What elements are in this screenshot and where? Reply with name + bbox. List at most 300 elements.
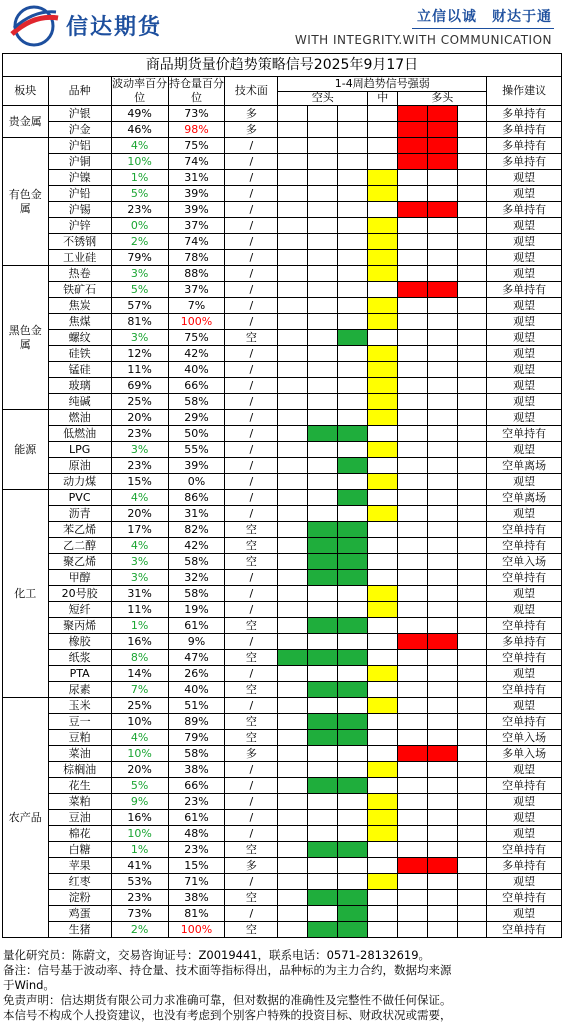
signal-cell [368,266,398,282]
volatility-cell: 11% [111,362,168,378]
signal-cell [278,778,308,794]
signal-cell [308,378,338,394]
note-line-2: 于Wind。 [3,978,55,992]
advice-cell: 观望 [487,298,562,314]
signal-cell [308,394,338,410]
signal-cell [338,570,368,586]
open-interest-cell: 31% [168,506,225,522]
signal-cell [308,666,338,682]
signal-cell [458,266,487,282]
col-sector: 板块 [3,77,49,106]
advice-cell: 空单入场 [487,730,562,746]
technical-cell: / [225,906,278,922]
signal-cell [278,602,308,618]
signal-cell [458,890,487,906]
volatility-cell: 16% [111,810,168,826]
technical-cell: / [225,586,278,602]
volatility-cell: 20% [111,410,168,426]
technical-cell: / [225,474,278,490]
signal-cell [368,602,398,618]
signal-cell [368,410,398,426]
sector-cell: 化工 [3,490,49,698]
signal-cell [458,394,487,410]
signal-cell [338,858,368,874]
signal-cell [428,554,458,570]
table-row [3,618,562,634]
signal-cell [428,378,458,394]
technical-cell: 多 [225,746,278,762]
open-interest-cell: 98% [168,122,225,138]
signal-cell [338,202,368,218]
signal-cell [278,554,308,570]
col-technical: 技术面 [225,77,278,106]
technical-cell: / [225,810,278,826]
technical-cell: 空 [225,522,278,538]
signal-cell [398,122,428,138]
advice-cell: 观望 [487,906,562,922]
signal-cell [368,458,398,474]
open-interest-cell: 40% [168,362,225,378]
signal-cell [338,698,368,714]
table-row [3,218,562,234]
signal-cell [278,794,308,810]
sector-cell: 贵金属 [3,106,49,138]
signal-cell [428,426,458,442]
signal-cell [368,554,398,570]
sector-cell: 有色金属 [3,138,49,266]
signal-cell [308,810,338,826]
advice-cell: 空单持有 [487,538,562,554]
signal-cell [458,810,487,826]
table-row [3,490,562,506]
signal-cell [458,778,487,794]
signal-cell [368,826,398,842]
variety-cell: 低燃油 [48,426,111,442]
signal-cell [308,170,338,186]
table-row [3,250,562,266]
technical-cell: / [225,314,278,330]
signal-cell [338,154,368,170]
signal-cell [398,186,428,202]
signal-cell [308,266,338,282]
open-interest-cell: 23% [168,842,225,858]
signal-cell [338,362,368,378]
signal-cell [428,570,458,586]
signal-cell [458,282,487,298]
signal-cell [428,474,458,490]
advice-cell: 观望 [487,362,562,378]
signal-cell [398,650,428,666]
table-row [3,266,562,282]
signal-cell [428,698,458,714]
signal-cell [338,890,368,906]
signal-cell [428,714,458,730]
signal-cell [398,378,428,394]
signal-cell [458,618,487,634]
volatility-cell: 16% [111,634,168,650]
signal-cell [308,874,338,890]
signal-cell [458,874,487,890]
signal-cell [278,810,308,826]
signal-cell [428,106,458,122]
open-interest-cell: 71% [168,874,225,890]
signal-cell [308,410,338,426]
advice-cell: 多单持有 [487,634,562,650]
volatility-cell: 41% [111,858,168,874]
variety-cell: 沪银 [48,106,111,122]
signal-cell [398,458,428,474]
variety-cell: 沪铜 [48,154,111,170]
signal-cell [338,810,368,826]
variety-cell: 玻璃 [48,378,111,394]
signal-cell [278,170,308,186]
signal-cell [308,122,338,138]
signal-cell [458,538,487,554]
table-row [3,922,562,938]
signal-cell [458,202,487,218]
advice-cell: 观望 [487,506,562,522]
signal-cell [428,282,458,298]
technical-cell: / [225,266,278,282]
signal-cell [368,506,398,522]
signal-cell [368,122,398,138]
variety-cell: 鸡蛋 [48,906,111,922]
open-interest-cell: 32% [168,570,225,586]
table-row [3,154,562,170]
signal-cell [338,730,368,746]
variety-cell: 白糖 [48,842,111,858]
signal-cell [308,138,338,154]
volatility-cell: 23% [111,426,168,442]
signal-cell [338,714,368,730]
signal-cell [398,554,428,570]
signal-cell [278,458,308,474]
volatility-cell: 10% [111,714,168,730]
volatility-cell: 2% [111,234,168,250]
technical-cell: / [225,218,278,234]
table-row [3,634,562,650]
signal-cell [308,714,338,730]
signal-cell [368,922,398,938]
signal-cell [368,842,398,858]
signal-cell [458,650,487,666]
signal-cell [368,634,398,650]
signal-cell [428,842,458,858]
open-interest-cell: 51% [168,698,225,714]
signal-cell [338,410,368,426]
advice-cell: 空单入场 [487,554,562,570]
volatility-cell: 20% [111,506,168,522]
signal-cell [458,698,487,714]
table-row [3,586,562,602]
signal-cell [308,602,338,618]
advice-cell: 多单持有 [487,154,562,170]
col-long: 多头 [398,91,487,106]
volatility-cell: 15% [111,474,168,490]
signal-cell [308,506,338,522]
volatility-cell: 23% [111,202,168,218]
variety-cell: 玉米 [48,698,111,714]
signal-cell [428,666,458,682]
signal-cell [308,234,338,250]
signal-cell [308,794,338,810]
signal-cell [278,410,308,426]
signal-cell [338,922,368,938]
signal-cell [278,698,308,714]
signal-cell [428,602,458,618]
variety-cell: 沪铝 [48,138,111,154]
signal-cell [458,858,487,874]
signal-cell [308,298,338,314]
table-row [3,906,562,922]
signal-cell [278,666,308,682]
signal-cell [278,586,308,602]
signal-cell [368,890,398,906]
signal-cell [368,490,398,506]
signal-cell [368,858,398,874]
signal-cell [278,106,308,122]
variety-cell: 沪金 [48,122,111,138]
technical-cell: / [225,570,278,586]
signal-cell [368,810,398,826]
signal-cell [428,634,458,650]
signal-cell [428,762,458,778]
researcher-info: 量化研究员：陈蔚文，交易咨询证号：Z0019441，联系电话：0571-28132619。 [3,948,431,962]
signal-cell [368,394,398,410]
signal-cell [338,250,368,266]
volatility-cell: 10% [111,826,168,842]
signal-cell [308,538,338,554]
signal-cell [368,714,398,730]
signal-cell [338,298,368,314]
variety-cell: 乙二醇 [48,538,111,554]
signal-cell [458,106,487,122]
volatility-cell: 4% [111,490,168,506]
open-interest-cell: 100% [168,314,225,330]
volatility-cell: 4% [111,138,168,154]
signal-cell [428,730,458,746]
advice-cell: 观望 [487,794,562,810]
signal-cell [398,746,428,762]
signal-cell [338,170,368,186]
open-interest-cell: 0% [168,474,225,490]
signal-cell [398,106,428,122]
signal-cell [338,794,368,810]
open-interest-cell: 74% [168,234,225,250]
signal-cell [308,618,338,634]
signal-cell [278,890,308,906]
signal-cell [458,138,487,154]
open-interest-cell: 79% [168,730,225,746]
signal-cell [428,298,458,314]
report-header [0,0,564,52]
variety-cell: 锰硅 [48,362,111,378]
advice-cell: 观望 [487,314,562,330]
signal-cell [368,330,398,346]
variety-cell: 硅铁 [48,346,111,362]
signal-cell [308,362,338,378]
signal-cell [308,634,338,650]
signal-cell [278,282,308,298]
signal-cell [398,666,428,682]
advice-cell: 多单持有 [487,282,562,298]
volatility-cell: 3% [111,330,168,346]
signal-cell [338,138,368,154]
variety-cell: 菜油 [48,746,111,762]
signal-cell [458,794,487,810]
signal-cell [278,250,308,266]
signal-cell [278,138,308,154]
signal-cell [308,730,338,746]
table-body [3,106,562,938]
signal-cell [458,666,487,682]
technical-cell: 空 [225,890,278,906]
signal-cell [398,794,428,810]
volatility-cell: 10% [111,154,168,170]
signal-cell [428,906,458,922]
signal-cell [458,218,487,234]
variety-cell: 淀粉 [48,890,111,906]
signal-cell [428,458,458,474]
signal-cell [278,842,308,858]
signal-cell [398,714,428,730]
technical-cell: / [225,698,278,714]
signal-cell [428,266,458,282]
volatility-cell: 2% [111,922,168,938]
col-variety: 品种 [48,77,111,106]
open-interest-cell: 78% [168,250,225,266]
signal-cell [398,442,428,458]
signal-cell [458,298,487,314]
slogan: 立信以诚 财达于通 [417,9,552,25]
open-interest-cell: 81% [168,906,225,922]
signal-cell [428,506,458,522]
signal-cell [428,218,458,234]
col-trend: 1-4周趋势信号强弱 [278,77,487,92]
advice-cell: 观望 [487,234,562,250]
xinda-logo-icon [6,4,62,48]
technical-cell: / [225,282,278,298]
signal-cell [278,746,308,762]
table-row [3,474,562,490]
technical-cell: 多 [225,122,278,138]
advice-cell: 空单离场 [487,490,562,506]
advice-cell: 观望 [487,378,562,394]
advice-cell: 观望 [487,698,562,714]
technical-cell: / [225,506,278,522]
open-interest-cell: 50% [168,426,225,442]
signal-cell [308,922,338,938]
advice-cell: 空单持有 [487,922,562,938]
advice-cell: 观望 [487,266,562,282]
signal-cell [398,250,428,266]
signal-cell [338,186,368,202]
open-interest-cell: 39% [168,202,225,218]
signal-cell [398,762,428,778]
technical-cell: 空 [225,538,278,554]
signal-cell [368,762,398,778]
technical-cell: 空 [225,618,278,634]
signal-cell [338,778,368,794]
signal-cell [338,682,368,698]
variety-cell: LPG [48,442,111,458]
table-row [3,570,562,586]
signal-cell [278,218,308,234]
variety-cell: 豆粕 [48,730,111,746]
signal-cell [338,618,368,634]
signal-cell [338,122,368,138]
signal-cell [278,714,308,730]
signal-cell [278,442,308,458]
technical-cell: / [225,298,278,314]
signal-cell [428,890,458,906]
variety-cell: 沪铅 [48,186,111,202]
signal-cell [428,746,458,762]
technical-cell: / [225,666,278,682]
volatility-cell: 73% [111,906,168,922]
signal-cell [338,906,368,922]
signal-cell [458,714,487,730]
volatility-cell: 14% [111,666,168,682]
open-interest-cell: 58% [168,554,225,570]
signal-cell [398,426,428,442]
signal-cell [278,650,308,666]
signal-cell [368,314,398,330]
signal-cell [338,602,368,618]
signal-cell [368,586,398,602]
open-interest-cell: 39% [168,458,225,474]
volatility-cell: 46% [111,122,168,138]
signal-cell [308,762,338,778]
signal-cell [428,346,458,362]
signal-cell [398,506,428,522]
variety-cell: 沪锡 [48,202,111,218]
advice-cell: 观望 [487,186,562,202]
technical-cell: 空 [225,650,278,666]
open-interest-cell: 42% [168,538,225,554]
signal-cell [308,890,338,906]
signal-cell [428,522,458,538]
signal-cell [458,682,487,698]
signal-cell [398,922,428,938]
signal-cell [308,218,338,234]
table-row [3,554,562,570]
open-interest-cell: 55% [168,442,225,458]
open-interest-cell: 15% [168,858,225,874]
advice-cell: 空单持有 [487,890,562,906]
header-divider [412,28,554,29]
table-row [3,138,562,154]
table-row [3,778,562,794]
signal-cell [338,538,368,554]
variety-cell: 豆油 [48,810,111,826]
volatility-cell: 1% [111,170,168,186]
signal-cell [278,122,308,138]
signal-cell [428,234,458,250]
open-interest-cell: 7% [168,298,225,314]
signal-cell [278,426,308,442]
signal-cell [338,394,368,410]
signal-cell [458,346,487,362]
open-interest-cell: 38% [168,890,225,906]
signal-cell [398,154,428,170]
table-row [3,186,562,202]
advice-cell: 观望 [487,666,562,682]
variety-cell: 短纤 [48,602,111,618]
variety-cell: 棕榈油 [48,762,111,778]
signal-cell [458,506,487,522]
advice-cell: 空单离场 [487,458,562,474]
